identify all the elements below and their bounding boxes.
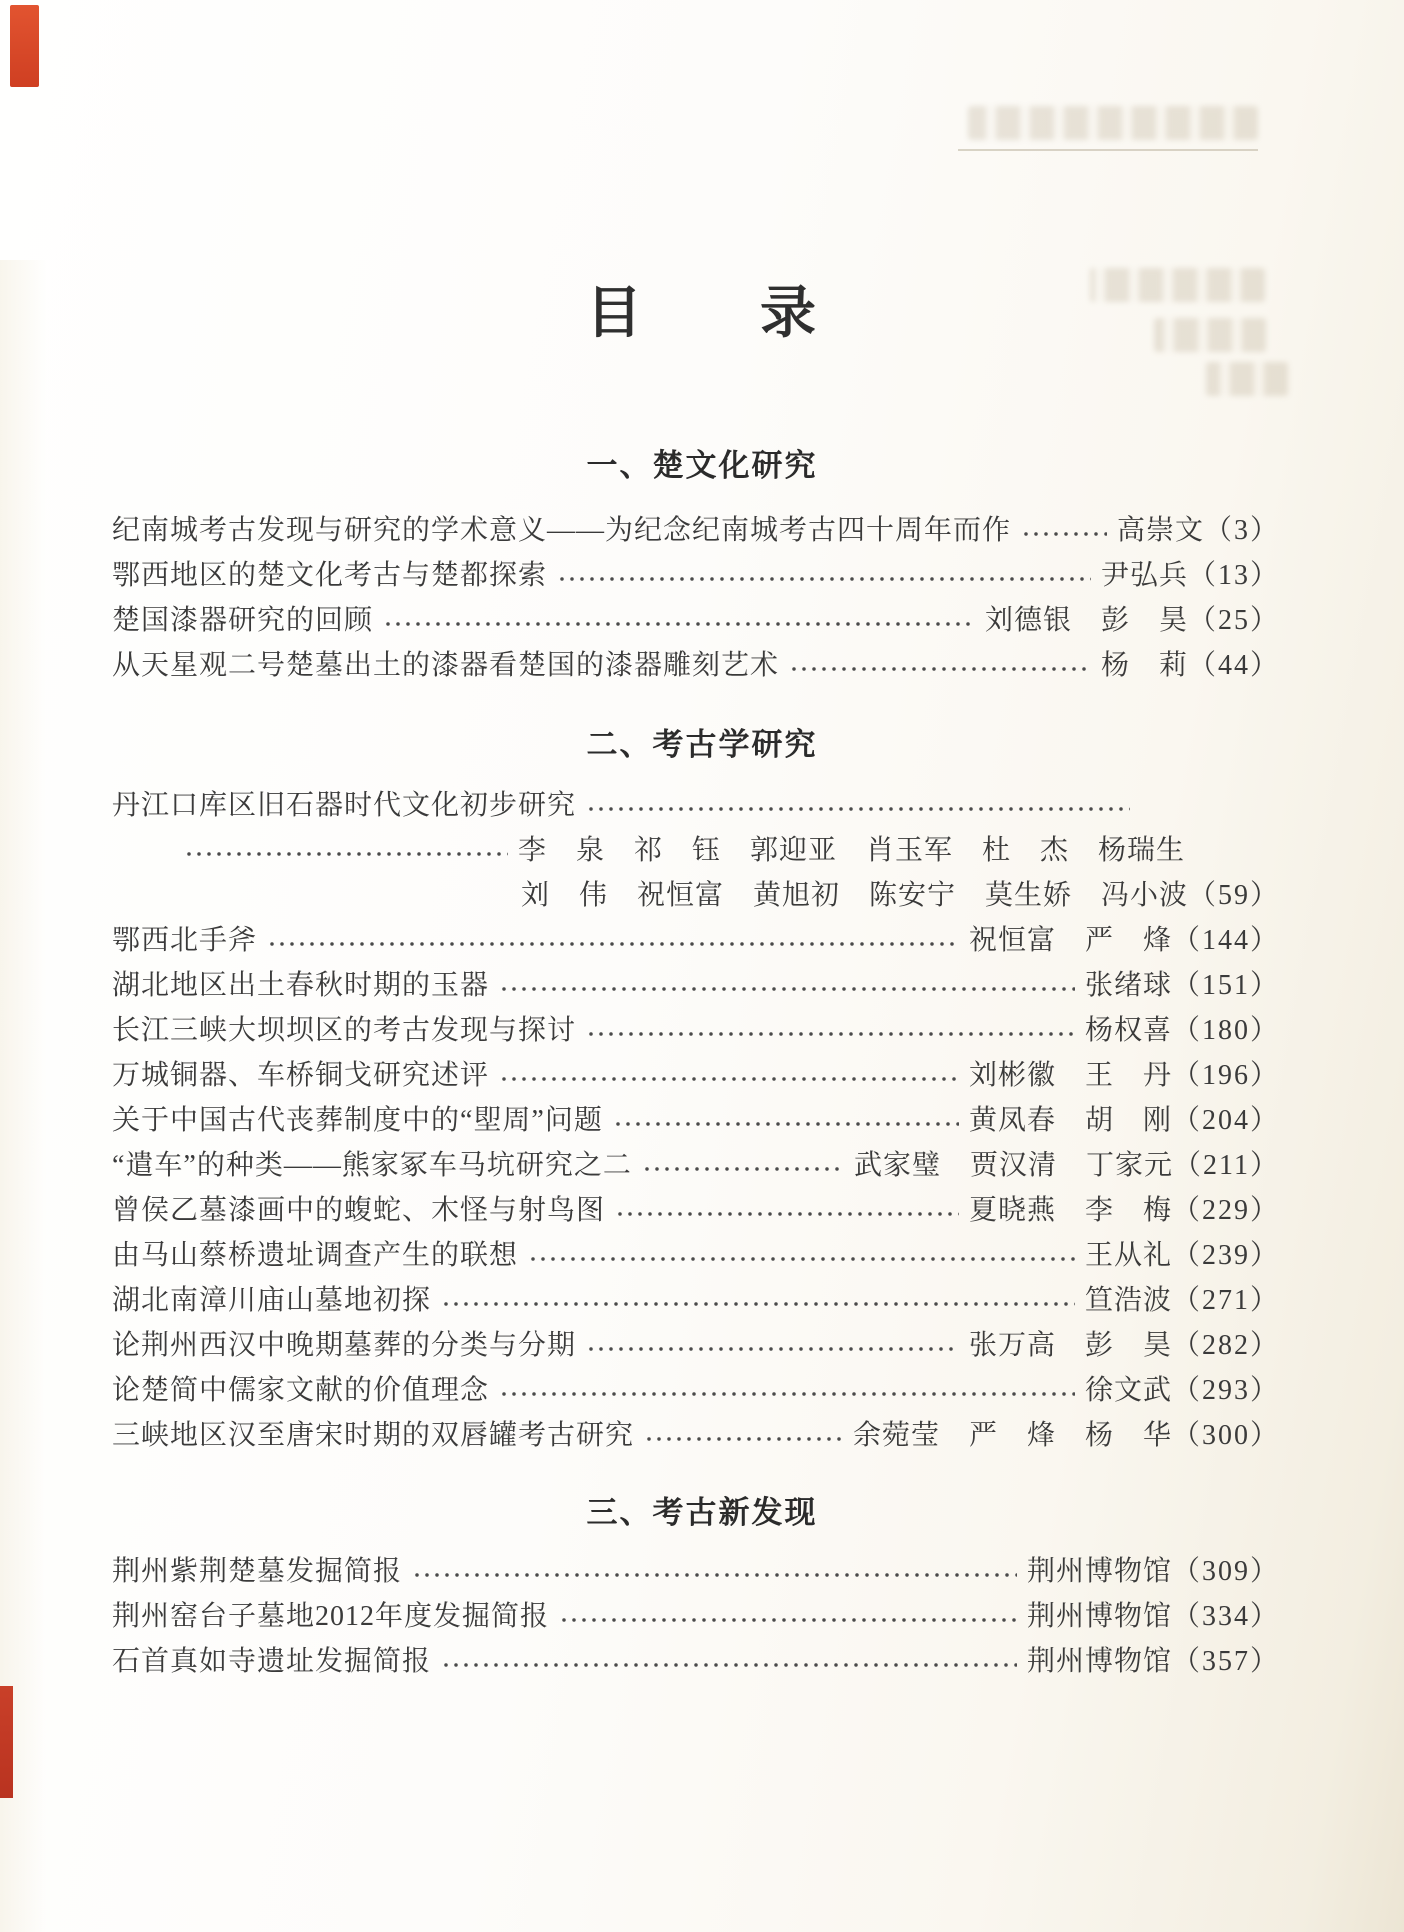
dot-leader (642, 1435, 843, 1443)
toc-page-number: （144） (1171, 925, 1280, 956)
toc-page-number: （13） (1187, 560, 1280, 591)
toc-page-number: （204） (1171, 1105, 1280, 1136)
toc-authors: 徐文武 (1084, 1375, 1172, 1406)
toc-authors: 荆州博物馆 (1026, 1556, 1172, 1587)
dot-leader (787, 665, 1091, 673)
toc-page-number: （180） (1171, 1015, 1280, 1046)
toc-row (112, 553, 1280, 598)
toc-authors: 李 泉 祁 钰 郭迎亚 肖玉军 杜 杰 杨瑞生 (517, 835, 1185, 866)
toc-authors: 刘彬徽 王 丹 (968, 1060, 1172, 1091)
toc-row (112, 1413, 1280, 1458)
toc-row (112, 643, 1280, 688)
toc-row (112, 1188, 1280, 1233)
toc-entry-title: 三峡地区汉至唐宋时期的双唇罐考古研究 (112, 1420, 635, 1451)
toc-authors: 武家璧 贾汉清 丁家元 (854, 1150, 1174, 1181)
toc-row (112, 1368, 1280, 1413)
dot-leader (182, 850, 508, 858)
toc-page-number: （3） (1203, 515, 1280, 546)
dot-leader (497, 1075, 959, 1083)
toc-row (112, 1008, 1280, 1053)
toc-page-number: （196） (1171, 1060, 1280, 1091)
toc-page-number: （309） (1171, 1556, 1280, 1587)
toc-page-number: （59） (1187, 880, 1280, 911)
toc-row (112, 1143, 1280, 1188)
toc-row (112, 1639, 1280, 1684)
toc-authors: 刘 伟 祝恒富 黄旭初 陈安宁 莫生娇 冯小波 (520, 880, 1188, 911)
toc-row (112, 1549, 1280, 1594)
toc-authors: 尹弘兵 (1100, 560, 1188, 591)
bleedthrough-rule (958, 149, 1258, 151)
section-heading-1: 一、楚文化研究 (586, 448, 818, 483)
toc-row (112, 918, 1280, 963)
toc-row (112, 1594, 1280, 1639)
toc-entry-title: 湖北南漳川庙山墓地初探 (112, 1285, 432, 1316)
toc-authors: 杨 莉 (1100, 650, 1188, 681)
toc-row (112, 963, 1280, 1008)
section-heading-2: 二、考古学研究 (586, 727, 818, 762)
dot-leader (497, 1390, 1075, 1398)
section-1-entries (112, 508, 1280, 688)
section-heading-3: 三、考古新发现 (586, 1495, 818, 1530)
toc-authors: 祝恒富 严 烽 (968, 925, 1172, 956)
scan-left-shading (0, 260, 46, 1932)
toc-row (112, 1098, 1280, 1143)
book-cover-edge-top (10, 5, 39, 87)
toc-entry-title: 万城铜器、车桥铜戈研究述评 (112, 1060, 490, 1091)
dot-leader (613, 1210, 959, 1218)
toc-entry-title: 丹江口库区旧石器时代文化初步研究 (112, 790, 577, 821)
dot-leader (526, 1255, 1075, 1263)
toc-entry-title: 湖北地区出土春秋时期的玉器 (112, 970, 490, 1001)
toc-authors: 张万高 彭 昊 (968, 1330, 1172, 1361)
bleedthrough-text (1206, 362, 1288, 396)
dot-leader (439, 1661, 1017, 1669)
dot-leader (410, 1571, 1017, 1579)
toc-authors: 张绪球 (1084, 970, 1172, 1001)
dot-leader (265, 940, 959, 948)
toc-entry-title: 关于中国古代丧葬制度中的“堲周”问题 (112, 1105, 603, 1136)
toc-entry-title: 楚国漆器研究的回顾 (112, 605, 374, 636)
toc-entry-title: 鄂西北手斧 (112, 925, 258, 956)
toc-entry-title: 从天星观二号楚墓出土的漆器看楚国的漆器雕刻艺术 (112, 650, 780, 681)
toc-entry-title: 纪南城考古发现与研究的学术意义——为纪念纪南城考古四十周年而作 (112, 515, 1012, 546)
dot-leader (381, 620, 975, 628)
dot-leader (1019, 530, 1107, 538)
toc-page-number: （271） (1171, 1285, 1280, 1316)
toc-entry-title: 曾侯乙墓漆画中的蝮蛇、木怪与射鸟图 (112, 1195, 606, 1226)
toc-page-number: （229） (1171, 1195, 1280, 1226)
toc-page-number: （151） (1171, 970, 1280, 1001)
toc-authors: 王从礼 (1084, 1240, 1172, 1271)
toc-page-number: （44） (1187, 650, 1280, 681)
toc-entry-title: 鄂西地区的楚文化考古与楚都探索 (112, 560, 548, 591)
toc-page-number: （357） (1171, 1646, 1280, 1677)
toc-page-number: （300） (1171, 1420, 1280, 1451)
section-3-entries (112, 1549, 1280, 1684)
dot-leader (497, 985, 1075, 993)
toc-page-number: （282） (1171, 1330, 1280, 1361)
toc-row (112, 783, 1280, 828)
dot-leader (439, 1300, 1075, 1308)
toc-row (112, 508, 1280, 553)
section-2-entries (112, 783, 1280, 1458)
toc-authors: 高崇文 (1116, 515, 1204, 546)
toc-entry-title: 长江三峡大坝坝区的考古发现与探讨 (112, 1015, 577, 1046)
page-title: 目 录 (586, 283, 818, 345)
toc-authors: 杨权喜 (1084, 1015, 1172, 1046)
dot-leader (557, 1616, 1017, 1624)
dot-leader (584, 1030, 1075, 1038)
toc-authors: 刘德银 彭 昊 (984, 605, 1188, 636)
toc-row (112, 598, 1280, 643)
toc-authors: 荆州博物馆 (1026, 1646, 1172, 1677)
dot-leader (584, 805, 1130, 813)
toc-row-continuation (112, 873, 1280, 918)
toc-authors: 夏晓燕 李 梅 (968, 1195, 1172, 1226)
toc-authors: 笪浩波 (1084, 1285, 1172, 1316)
toc-entry-title: 论荆州西汉中晚期墓葬的分类与分期 (112, 1330, 577, 1361)
toc-row (112, 1233, 1280, 1278)
toc-authors: 荆州博物馆 (1026, 1601, 1172, 1632)
dot-leader (611, 1120, 959, 1128)
dot-leader (584, 1345, 959, 1353)
toc-entry-title: 石首真如寺遗址发掘简报 (112, 1646, 432, 1677)
toc-entry-title: 论楚简中儒家文献的价值理念 (112, 1375, 490, 1406)
toc-row (112, 1053, 1280, 1098)
toc-page-number: （25） (1187, 605, 1280, 636)
toc-page-number: （293） (1171, 1375, 1280, 1406)
book-cover-edge-bottom (0, 1686, 13, 1798)
toc-entry-title: 由马山蔡桥遗址调查产生的联想 (112, 1240, 519, 1271)
dot-leader (555, 575, 1091, 583)
toc-authors: 黄凤春 胡 刚 (968, 1105, 1172, 1136)
toc-row (112, 1278, 1280, 1323)
bleedthrough-text (968, 106, 1258, 140)
toc-entry-title: 荆州紫荆楚墓发掘简报 (112, 1556, 403, 1587)
toc-row (112, 1323, 1280, 1368)
dot-leader (640, 1165, 844, 1173)
toc-row-continuation (112, 828, 1280, 873)
toc-entry-title: 荆州窑台子墓地2012年度发掘简报 (112, 1601, 550, 1632)
toc-page-number: （211） (1173, 1150, 1280, 1181)
toc-authors: 余菀莹 严 烽 杨 华 (852, 1420, 1172, 1451)
toc-entry-title: “遣车”的种类——熊家冢车马坑研究之二 (112, 1150, 632, 1181)
toc-page-number: （334） (1171, 1601, 1280, 1632)
toc-page-number: （239） (1171, 1240, 1280, 1271)
